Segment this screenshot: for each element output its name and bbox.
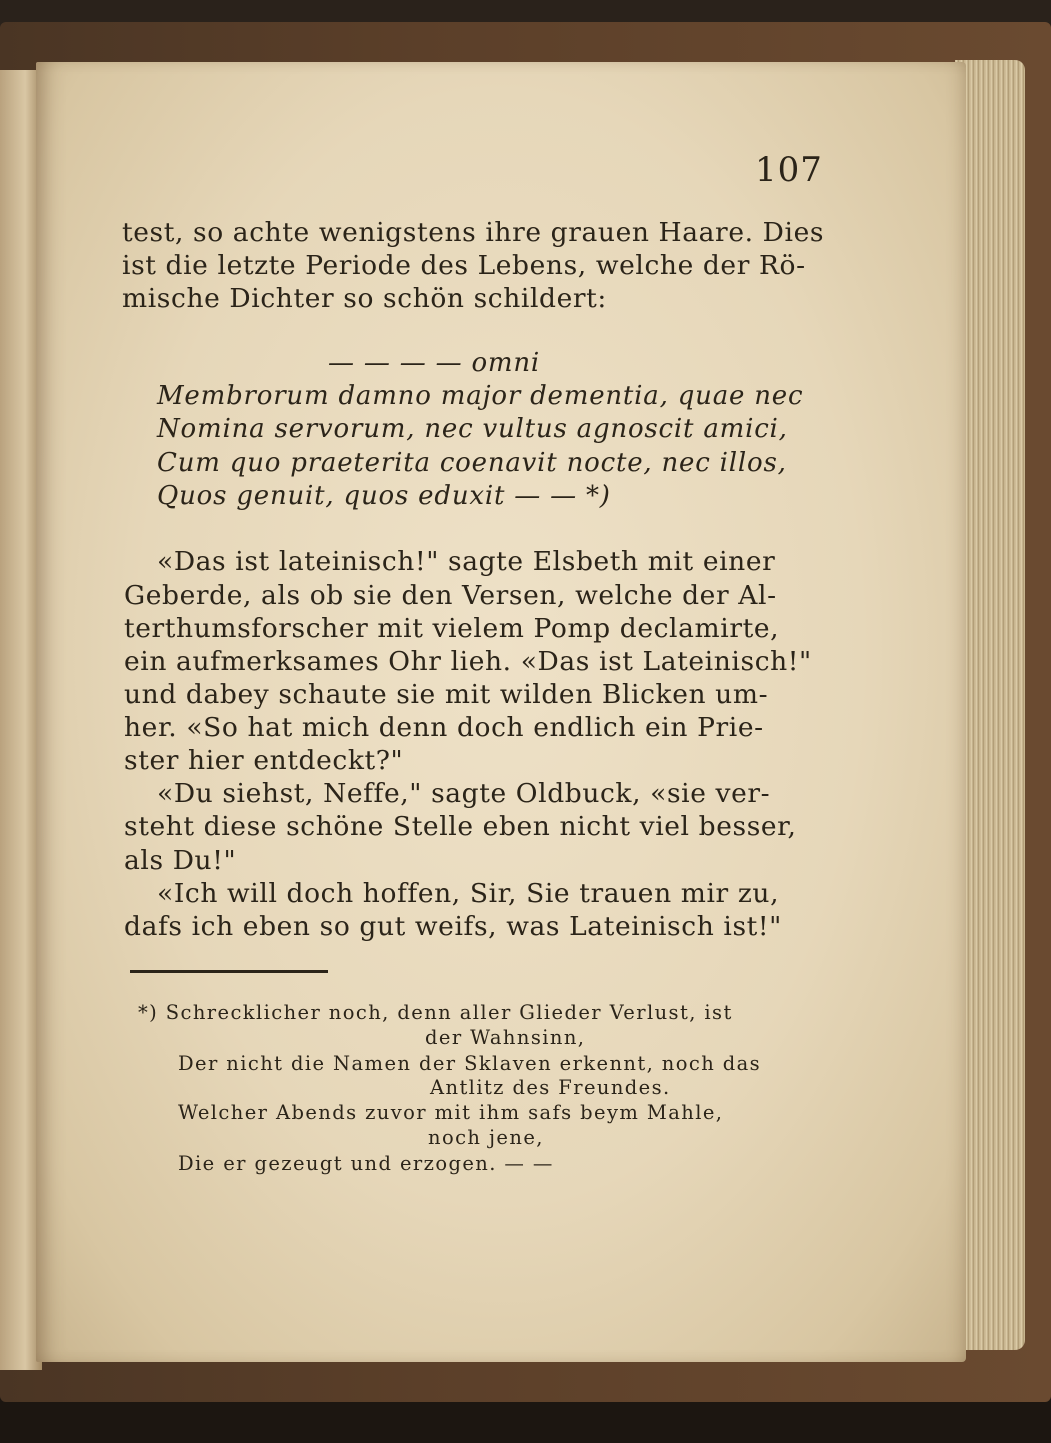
body-line: «Das ist lateinisch!" sagte Elsbeth mit einer (157, 546, 776, 577)
verse-line: Membrorum damno major dementia, quae nec (157, 381, 804, 411)
body-line: terthumsforscher mit vielem Pomp declamirte, (124, 613, 780, 644)
footnote-line: Antlitz des Freundes. (430, 1076, 671, 1099)
body-line: Geberde, als ob sie den Versen, welche der Al- (124, 580, 777, 611)
body-line: test, so achte wenigstens ihre grauen Haare. Dies (122, 217, 825, 248)
body-line: steht diese schöne Stelle eben nicht viel besser, (124, 811, 797, 842)
body-line: und dabey schaute sie mit wilden Blicken um- (124, 679, 769, 710)
footnote-line: Der nicht die Namen der Sklaven erkennt, noch das (178, 1052, 762, 1075)
body-line: ist die letzte Periode des Lebens, welche der Rö- (122, 250, 806, 281)
verse-line: — — — — omni (328, 348, 541, 378)
footnote-line: Die er gezeugt und erzogen. — — (178, 1152, 554, 1175)
page-number: 107 (755, 150, 823, 190)
body-line: dafs ich eben so gut weifs, was Lateinisch ist!" (124, 911, 782, 942)
footnote-line: noch jene, (428, 1126, 544, 1149)
body-line: her. «So hat mich denn doch endlich ein Prie- (124, 712, 764, 743)
body-line: ster hier entdeckt?" (124, 745, 404, 776)
verse-line: Quos genuit, quos eduxit — — *) (157, 481, 611, 511)
footnote-rule (130, 970, 328, 973)
body-line: «Ich will doch hoffen, Sir, Sie trauen mir zu, (157, 878, 780, 909)
footnote-line: Welcher Abends zuvor mit ihm safs beym Mahle, (178, 1101, 724, 1124)
body-line: «Du siehst, Neffe," sagte Oldbuck, «sie ver- (157, 778, 771, 809)
body-line: mische Dichter so schön schildert: (122, 283, 607, 314)
verse-line: Cum quo praeterita coenavit nocte, nec illos, (157, 448, 787, 478)
footnote-line: *) Schrecklicher noch, denn aller Glieder Verlust, ist (138, 1001, 733, 1024)
footnote-line: der Wahnsinn, (425, 1026, 586, 1049)
body-line: ein aufmerksames Ohr lieh. «Das ist Lateinisch!" (124, 646, 812, 677)
body-line: als Du!" (124, 845, 237, 876)
verse-line: Nomina servorum, nec vultus agnoscit amici, (157, 414, 788, 444)
